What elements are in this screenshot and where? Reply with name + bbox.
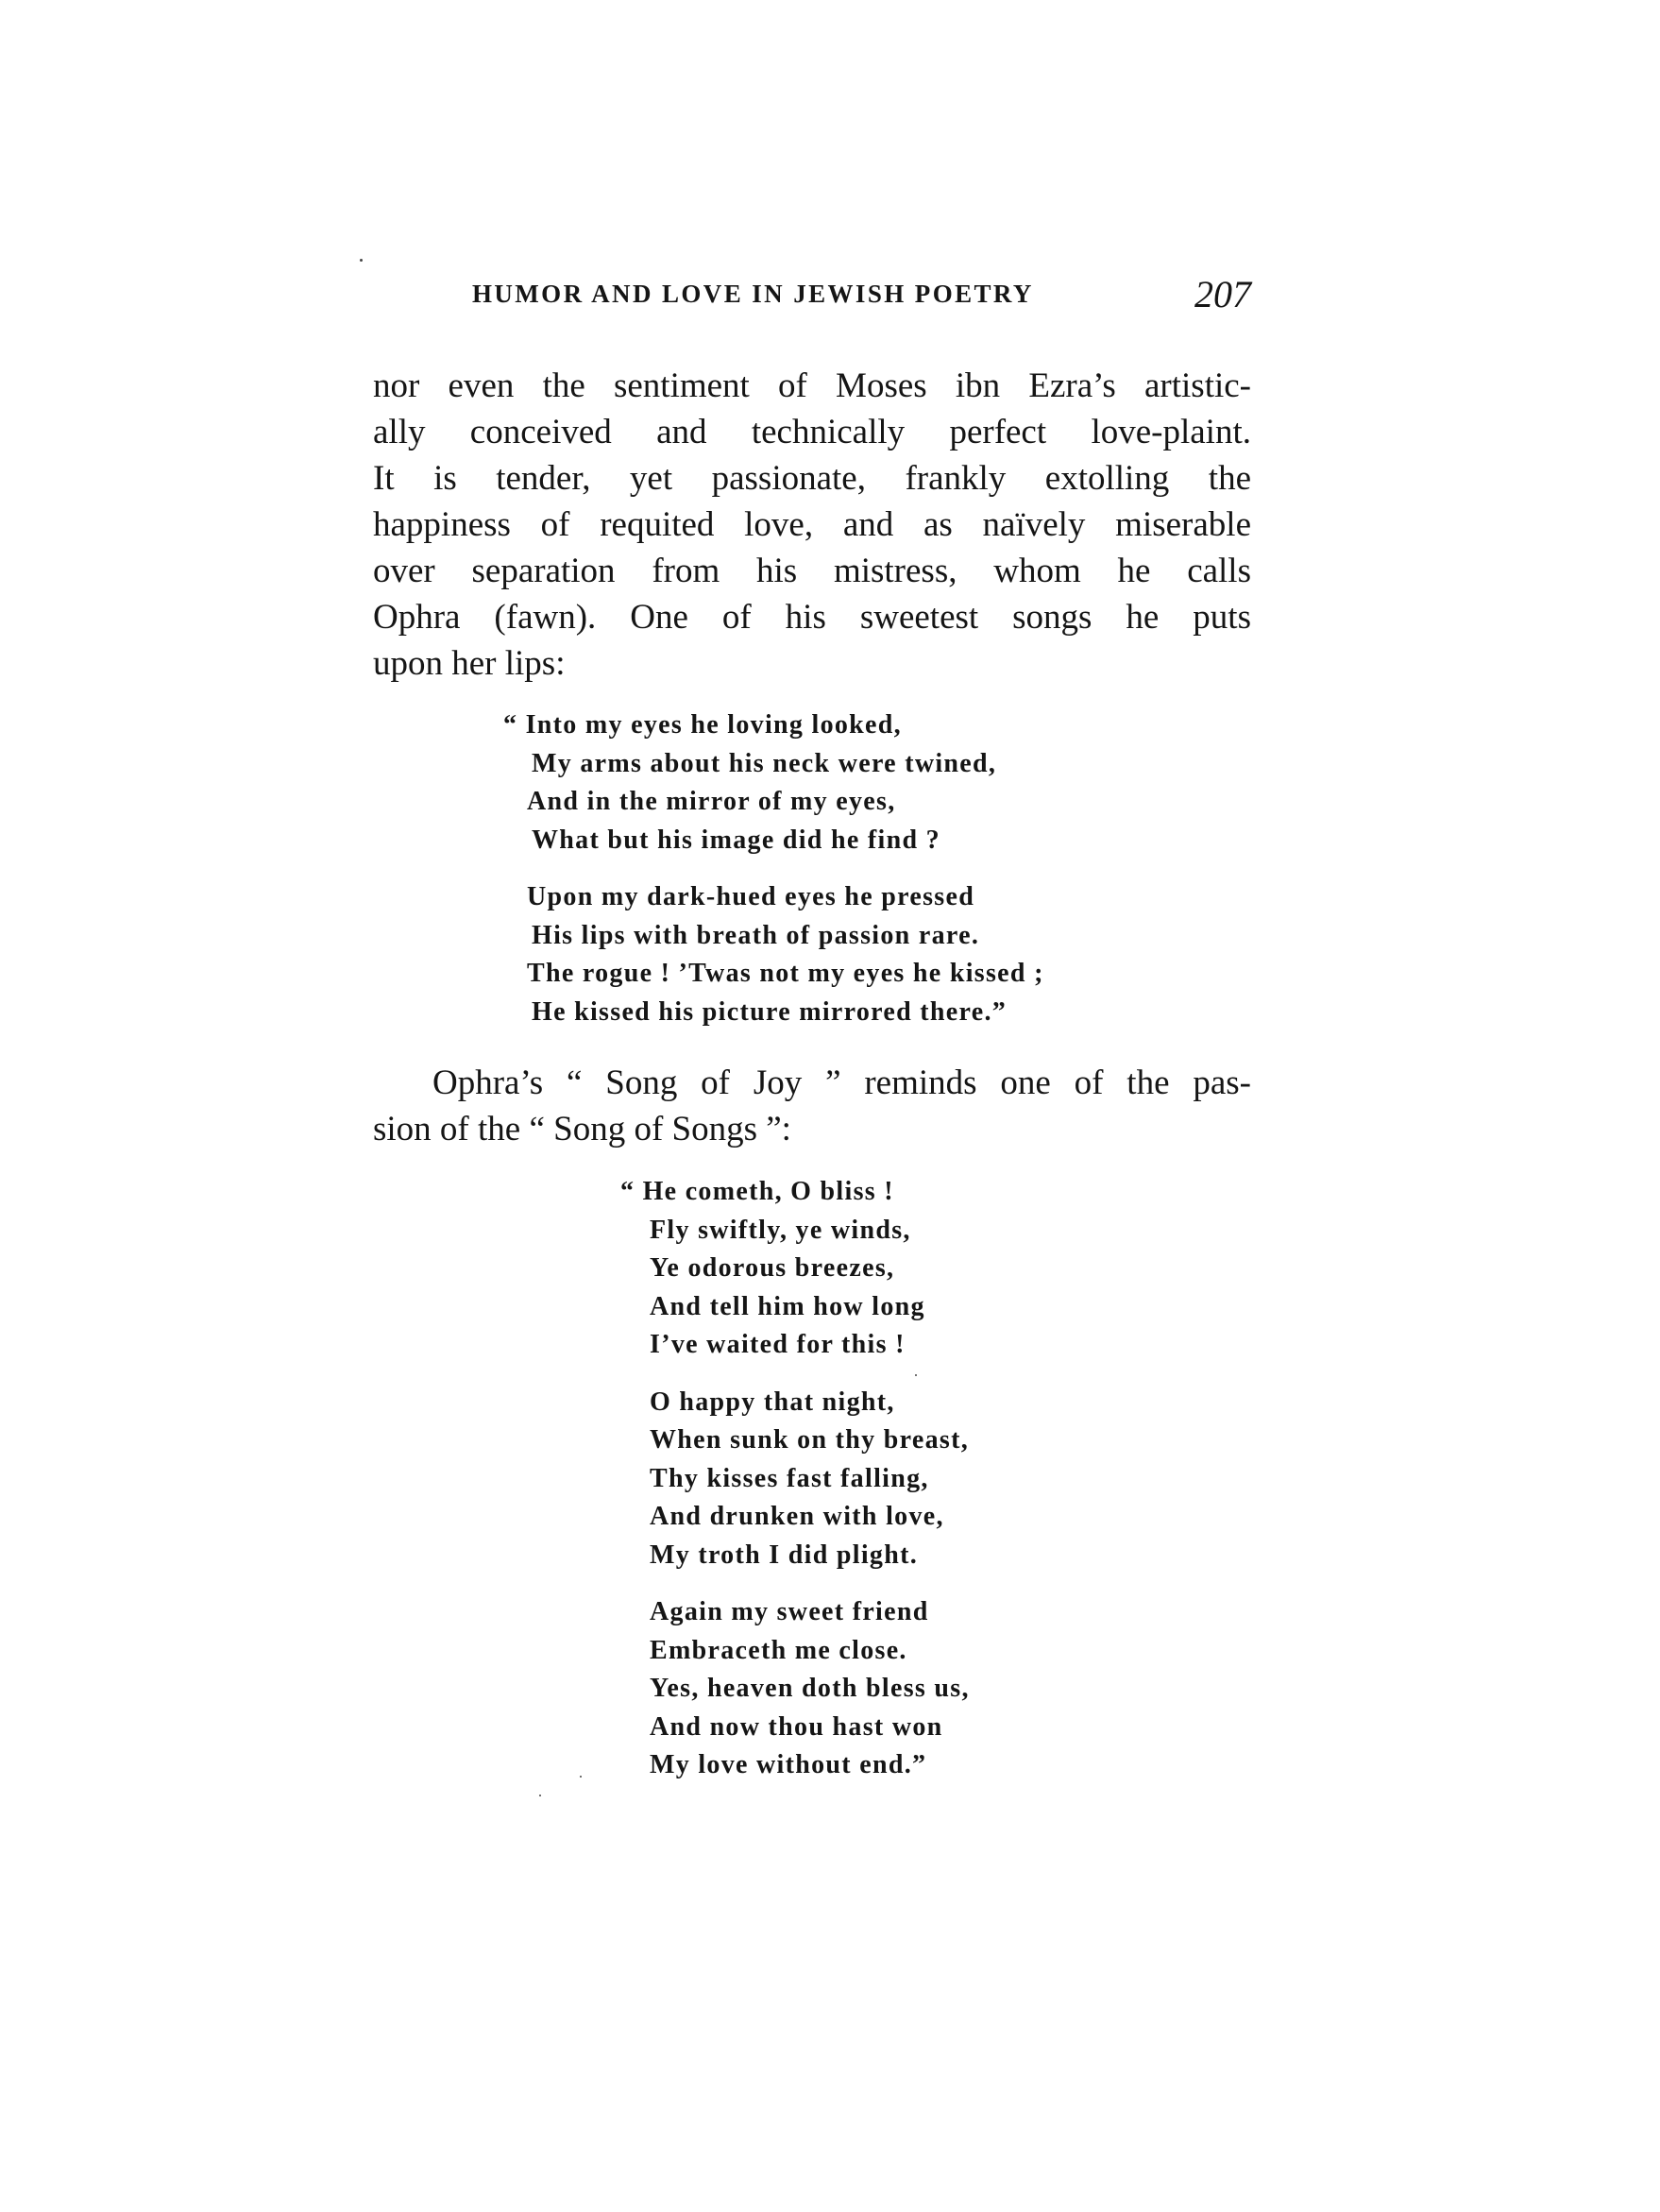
verse-line: “ Into my eyes he loving looked, <box>503 710 902 740</box>
verse-line: He kissed his picture mirrored there.” <box>532 996 1008 1027</box>
text-line: happiness of requited love, and as naïvely miserable <box>373 505 1251 544</box>
verse-line: Embraceth me close. <box>650 1635 907 1665</box>
paragraph-2 <box>373 1060 1251 1152</box>
verse-line: “ He cometh, O bliss ! <box>620 1177 894 1206</box>
poem-1-stanza-1 <box>503 706 1044 859</box>
running-head <box>472 272 1251 319</box>
verse-line: O happy that night, <box>650 1387 895 1417</box>
text-line: ally conceived and technically perfect love-plaint. <box>373 413 1251 451</box>
text-line: It is tender, yet passionate, frankly extolling the <box>373 459 1251 498</box>
poem-2 <box>620 1173 970 1804</box>
text-line: nor even the sentiment of Moses ibn Ezra’s artistic- <box>373 366 1251 405</box>
text-line: Ophra’s “ Song of Joy ” reminds one of the pas- <box>432 1063 1251 1102</box>
verse-line: And drunken with love, <box>650 1502 944 1531</box>
verse-line: And tell him how long <box>650 1291 925 1321</box>
verse-line: Fly swiftly, ye winds, <box>650 1215 911 1245</box>
text-line: upon her lips: <box>373 644 566 683</box>
verse-line: Thy kisses fast falling, <box>650 1463 929 1493</box>
verse-line: Ye odorous breezes, <box>650 1253 895 1283</box>
text-line: over separation from his mistress, whom he calls <box>373 552 1251 590</box>
verse-line: Yes, heaven doth bless us, <box>650 1674 970 1703</box>
verse-line: And now thou hast won <box>650 1711 943 1742</box>
page-number: 207 <box>1194 273 1251 315</box>
verse-line: My arms about his neck were twined, <box>532 748 997 778</box>
poem-2-stanza-1 <box>620 1173 970 1365</box>
verse-line: When sunk on thy breast, <box>650 1425 969 1455</box>
verse-line: And in the mirror of my eyes, <box>527 787 896 816</box>
poem-1-stanza-2 <box>503 878 1044 1031</box>
verse-line: Again my sweet friend <box>650 1597 929 1626</box>
verse-line: His lips with breath of passion rare. <box>532 920 980 950</box>
text-line: sion of the “ Song of Songs ”: <box>373 1110 791 1149</box>
running-title: HUMOR AND LOVE IN JEWISH POETRY <box>472 280 1034 308</box>
paragraph-1 <box>373 363 1251 687</box>
verse-line: My love without end.” <box>650 1750 927 1779</box>
print-speck <box>539 1795 541 1796</box>
poem-1 <box>503 706 1044 1050</box>
text-line: Ophra (fawn). One of his sweetest songs he puts <box>373 598 1251 637</box>
print-speck <box>580 1776 582 1778</box>
poem-2-stanza-3 <box>620 1593 970 1785</box>
verse-line: I’ve waited for this ! <box>650 1330 906 1359</box>
verse-line: The rogue ! ’Twas not my eyes he kissed ; <box>527 959 1044 988</box>
poem-2-stanza-2 <box>620 1384 970 1575</box>
verse-line: Upon my dark-hued eyes he pressed <box>527 882 975 911</box>
verse-line: My troth I did plight. <box>650 1540 919 1570</box>
print-speck <box>360 259 363 262</box>
verse-line: What but his image did he find ? <box>532 825 940 855</box>
